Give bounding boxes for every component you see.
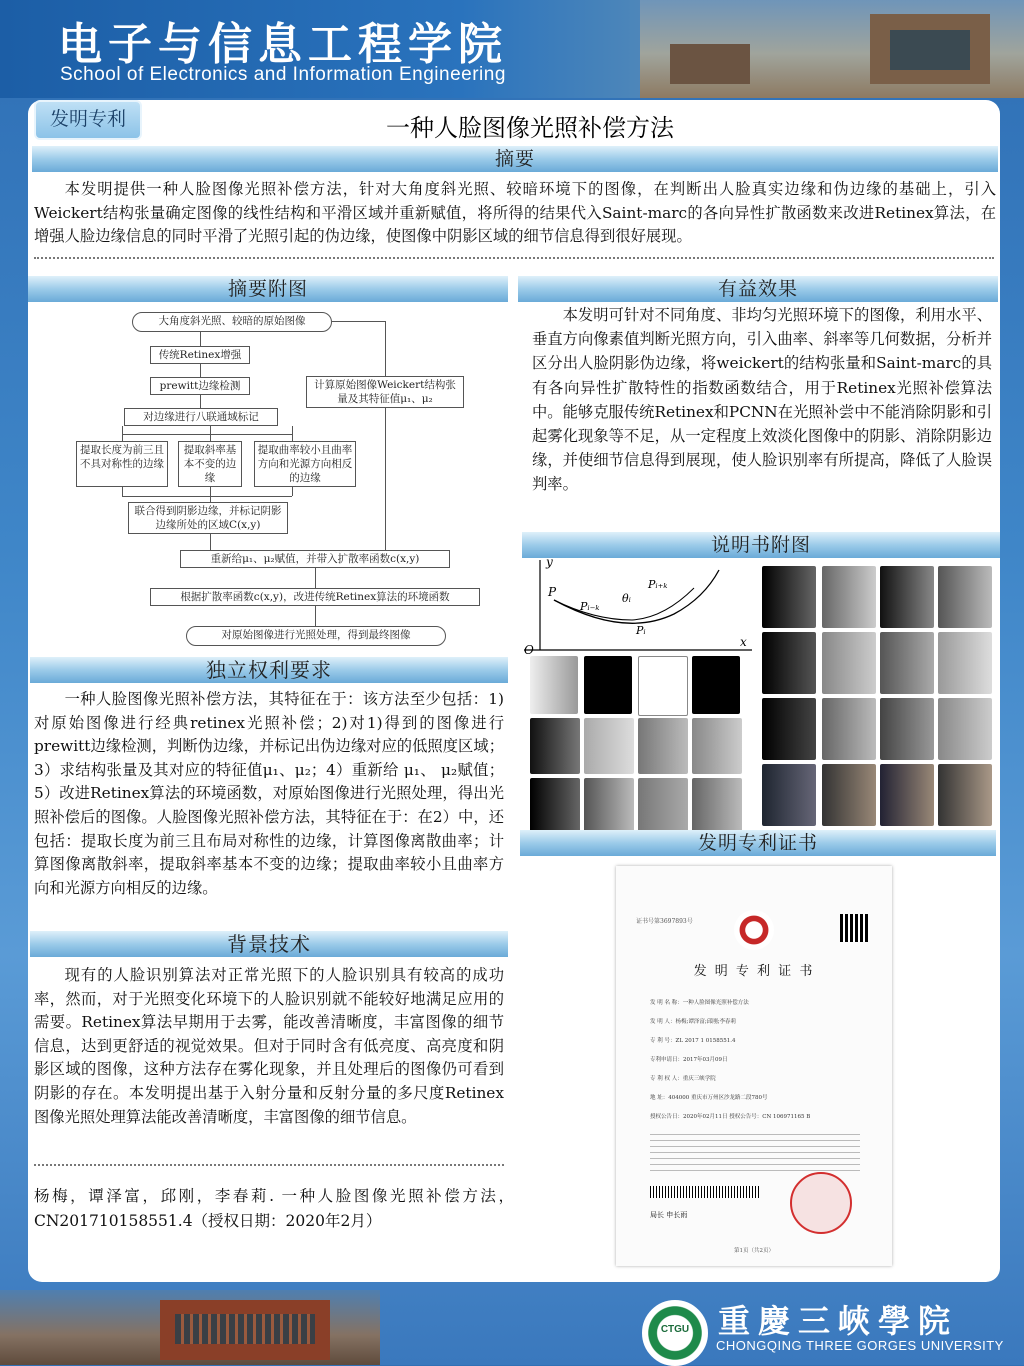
- face-image: [822, 764, 876, 826]
- p1-label: Pᵢ₋ₖ: [580, 600, 600, 613]
- flow-prewitt: prewitt边缘检测: [150, 377, 250, 395]
- face-image: [880, 764, 934, 826]
- face-image: [822, 632, 876, 694]
- p2-label: Pᵢ₊ₖ: [648, 578, 668, 591]
- face-image: [692, 718, 742, 774]
- face-image: [530, 718, 580, 774]
- patent-tag: 发明专利: [34, 100, 142, 140]
- face-image: [762, 566, 816, 628]
- theta-label: θᵢ: [622, 592, 631, 605]
- flow-curv: 提取曲率较小且曲率方向和光源方向相反的边缘: [254, 441, 356, 487]
- face-image: [530, 656, 578, 714]
- background-heading: 背景技术: [30, 931, 508, 957]
- claims-heading: 独立权利要求: [30, 657, 508, 683]
- cert-field-line: 专利申请日：2017年03月09日: [650, 1057, 728, 1063]
- page-title: 一种人脸图像光照补偿方法: [386, 114, 674, 142]
- p-label: P: [548, 585, 557, 599]
- edge-image: [692, 656, 740, 714]
- face-image: [692, 778, 742, 834]
- school-title-en: School of Electronics and Information Engineering: [60, 64, 506, 85]
- cert-field-line: 地 址：404000 重庆市万州区沙龙路二段780号: [650, 1095, 768, 1101]
- face-image: [762, 698, 816, 760]
- face-image: [762, 632, 816, 694]
- claims-text: 一种人脸图像光照补偿方法，其特征在于：该方法至少包括：1)对原始图像进行经典retinex光照补偿；2)对1)得到的图像进行prewitt边缘检测，判断伪边缘，并标记出伪边缘对应的低照度区域；3）求结构张量及其对应的特征值μ₁、μ₂；4）重新给 μ₁、 μ₂赋值；5）改进Retinex算法的环境函数，对原始图像进行光照处理，得出光照补偿后的图像。人脸图像光照补偿方法，其特征在于：在2）中，还包括：提取长度为前三且布局对称性的边缘，计算图像离散曲率；计算图像离散斜率，提取斜率基本不变的边缘；提取曲率较小且曲率方向和光源方向相反的边缘。: [34, 690, 504, 897]
- university-name-en: CHONGQING THREE GORGES UNIVERSITY: [716, 1338, 1004, 1353]
- divider: [34, 1164, 504, 1166]
- barcode: [650, 1186, 760, 1198]
- cert-body-text: [650, 1134, 860, 1174]
- face-image: [822, 566, 876, 628]
- edge-image: [638, 656, 688, 716]
- cert-field-line: 发 明 名 称：一种人脸图像光照补偿方法: [650, 1000, 749, 1006]
- patent-certificate: [616, 866, 892, 1266]
- cert-sign: 局长 申长雨: [650, 1211, 688, 1219]
- flow-start: 大角度斜光照、较暗的原始图像: [132, 312, 332, 332]
- face-image: [638, 778, 688, 834]
- cert-field-line: 专 利 权 人：重庆三峡学院: [650, 1076, 716, 1082]
- benefit-heading: 有益效果: [518, 276, 998, 302]
- face-image: [584, 778, 634, 834]
- axis-y-label: y: [546, 558, 553, 569]
- face-image: [880, 632, 934, 694]
- flow-end: 对原始图像进行光照处理，得到最终图像: [186, 626, 446, 646]
- campus-footer-photo: [0, 1290, 380, 1365]
- header-banner: [0, 0, 1024, 98]
- cert-title: 发 明 专 利 证 书: [693, 964, 815, 979]
- cert-emblem: [734, 910, 774, 950]
- origin-label: O: [524, 643, 534, 654]
- face-image: [638, 718, 688, 774]
- face-image: [530, 778, 580, 834]
- flow-weickert: 计算原始图像Weickert结构张量及其特征值μ₁、μ₂: [306, 376, 464, 408]
- face-image: [938, 566, 992, 628]
- official-seal: [790, 1172, 852, 1234]
- benefit-text: 本发明可针对不同角度、非均匀光照环境下的图像，利用水平、垂直方向像素值判断光照方向，引入曲率、斜率等几何数据，分析并区分出人脸阴影伪边缘，将weickert的结构张量和Saint-marc的具有各向异性扩散特性的指数函数结合，用于Retinex光照补偿算法中。能够克服传统Retinex和PCNN在光照补尝中不能消除阴影和引起雾化现象等不足，从一定程度上效淡化图像中的阴影、消除阴影边缘，并使细节信息得到展现，使人脸识别率有所提高，降低了人脸误判率。: [532, 306, 992, 494]
- cert-fields: [650, 994, 870, 1127]
- flow-assign: 重新给μ₁、μ₂赋值，并带入扩散率函数c(x,y): [180, 550, 450, 568]
- divider: [34, 257, 994, 259]
- face-image: [822, 698, 876, 760]
- flow-label8: 对边缘进行八联通域标记: [124, 408, 278, 426]
- university-logo: [642, 1300, 708, 1366]
- manual-heading: 说明书附图: [522, 532, 1000, 558]
- face-image: [938, 632, 992, 694]
- background-text: 现有的人脸识别算法对正常光照下的人脸识别具有较高的成功率，然而，对于光照变化环境下的人脸识别就不能较好地满足应用的需要。Retinex算法早期用于去雾，能改善清晰度，丰富图像的细节信息，达到更舒适的视觉效果。但对于同时含有低亮度、高亮度和阴影区域的图像，这种方法存在雾化现象，并且处理后的图像仍可看到阴影的存在。本发明提出基于入射分量和反射分量的多尺度Retinex图像光照处理算法能改善清晰度，丰富图像的细节信息。: [34, 966, 504, 1126]
- cert-number: 证书号第3697893号: [636, 918, 693, 925]
- logo-text: CTGU: [660, 1324, 690, 1335]
- curvature-diagram: [514, 558, 754, 654]
- pi-label: Pᵢ: [636, 624, 646, 637]
- flowchart: [60, 310, 490, 655]
- flow-slope: 提取斜率基本不变的边缘: [178, 441, 242, 487]
- university-name-cn: 重慶三峽學院: [718, 1302, 959, 1340]
- qr-code-icon: [840, 914, 868, 942]
- citation: 杨梅，谭泽富，邱刚，李春莉. 一种人脸图像光照补偿方法，CN201710158551.4（授权日期：2020年2月）: [34, 1187, 514, 1230]
- flow-sym: 提取长度为前三且不具对称性的边缘: [76, 441, 168, 487]
- face-image: [938, 698, 992, 760]
- face-image: [762, 764, 816, 826]
- cert-field-line: 授权公告日：2020年02月11日 授权公告号：CN 106971165 B: [650, 1114, 811, 1120]
- campus-photo: [640, 0, 1024, 98]
- edge-image: [584, 656, 632, 714]
- cert-field-line: 发 明 人：杨梅;谭泽富;邱刚;李春莉: [650, 1019, 737, 1025]
- face-image: [880, 698, 934, 760]
- flow-union: 联合得到阴影边缘，并标记阴影边缘所处的区域C(x,y): [128, 502, 288, 534]
- face-image: [584, 718, 634, 774]
- cert-footer: 第1页（共2页）: [734, 1248, 774, 1254]
- figure-heading: 摘要附图: [28, 276, 508, 302]
- certificate-heading: 发明专利证书: [520, 830, 996, 856]
- abstract-text: 本发明提供一种人脸图像光照补偿方法，针对大角度斜光照、较暗环境下的图像，在判断出人脸真实边缘和伪边缘的基础上，引入Weickert结构张量确定图像的线性结构和平滑区域并重新赋值，将所得的结果代入Saint-marc的各向异性扩散函数来改进Retinex算法，在增强人脸边缘信息的同时平滑了光照引起的伪边缘，使图像中阴影区域的细节信息得到很好展现。: [34, 180, 996, 246]
- abstract-heading: 摘要: [32, 146, 998, 172]
- face-image: [938, 764, 992, 826]
- school-title-cn: 电子与信息工程学院: [58, 19, 508, 70]
- cert-field-line: 专 利 号：ZL 2017 1 0158551.4: [650, 1038, 736, 1044]
- face-image: [880, 566, 934, 628]
- flow-improve: 根据扩散率函数c(x,y)，改进传统Retinex算法的环境函数: [150, 588, 480, 606]
- flow-retinex: 传统Retinex增强: [150, 346, 250, 364]
- axis-x-label: x: [740, 635, 747, 649]
